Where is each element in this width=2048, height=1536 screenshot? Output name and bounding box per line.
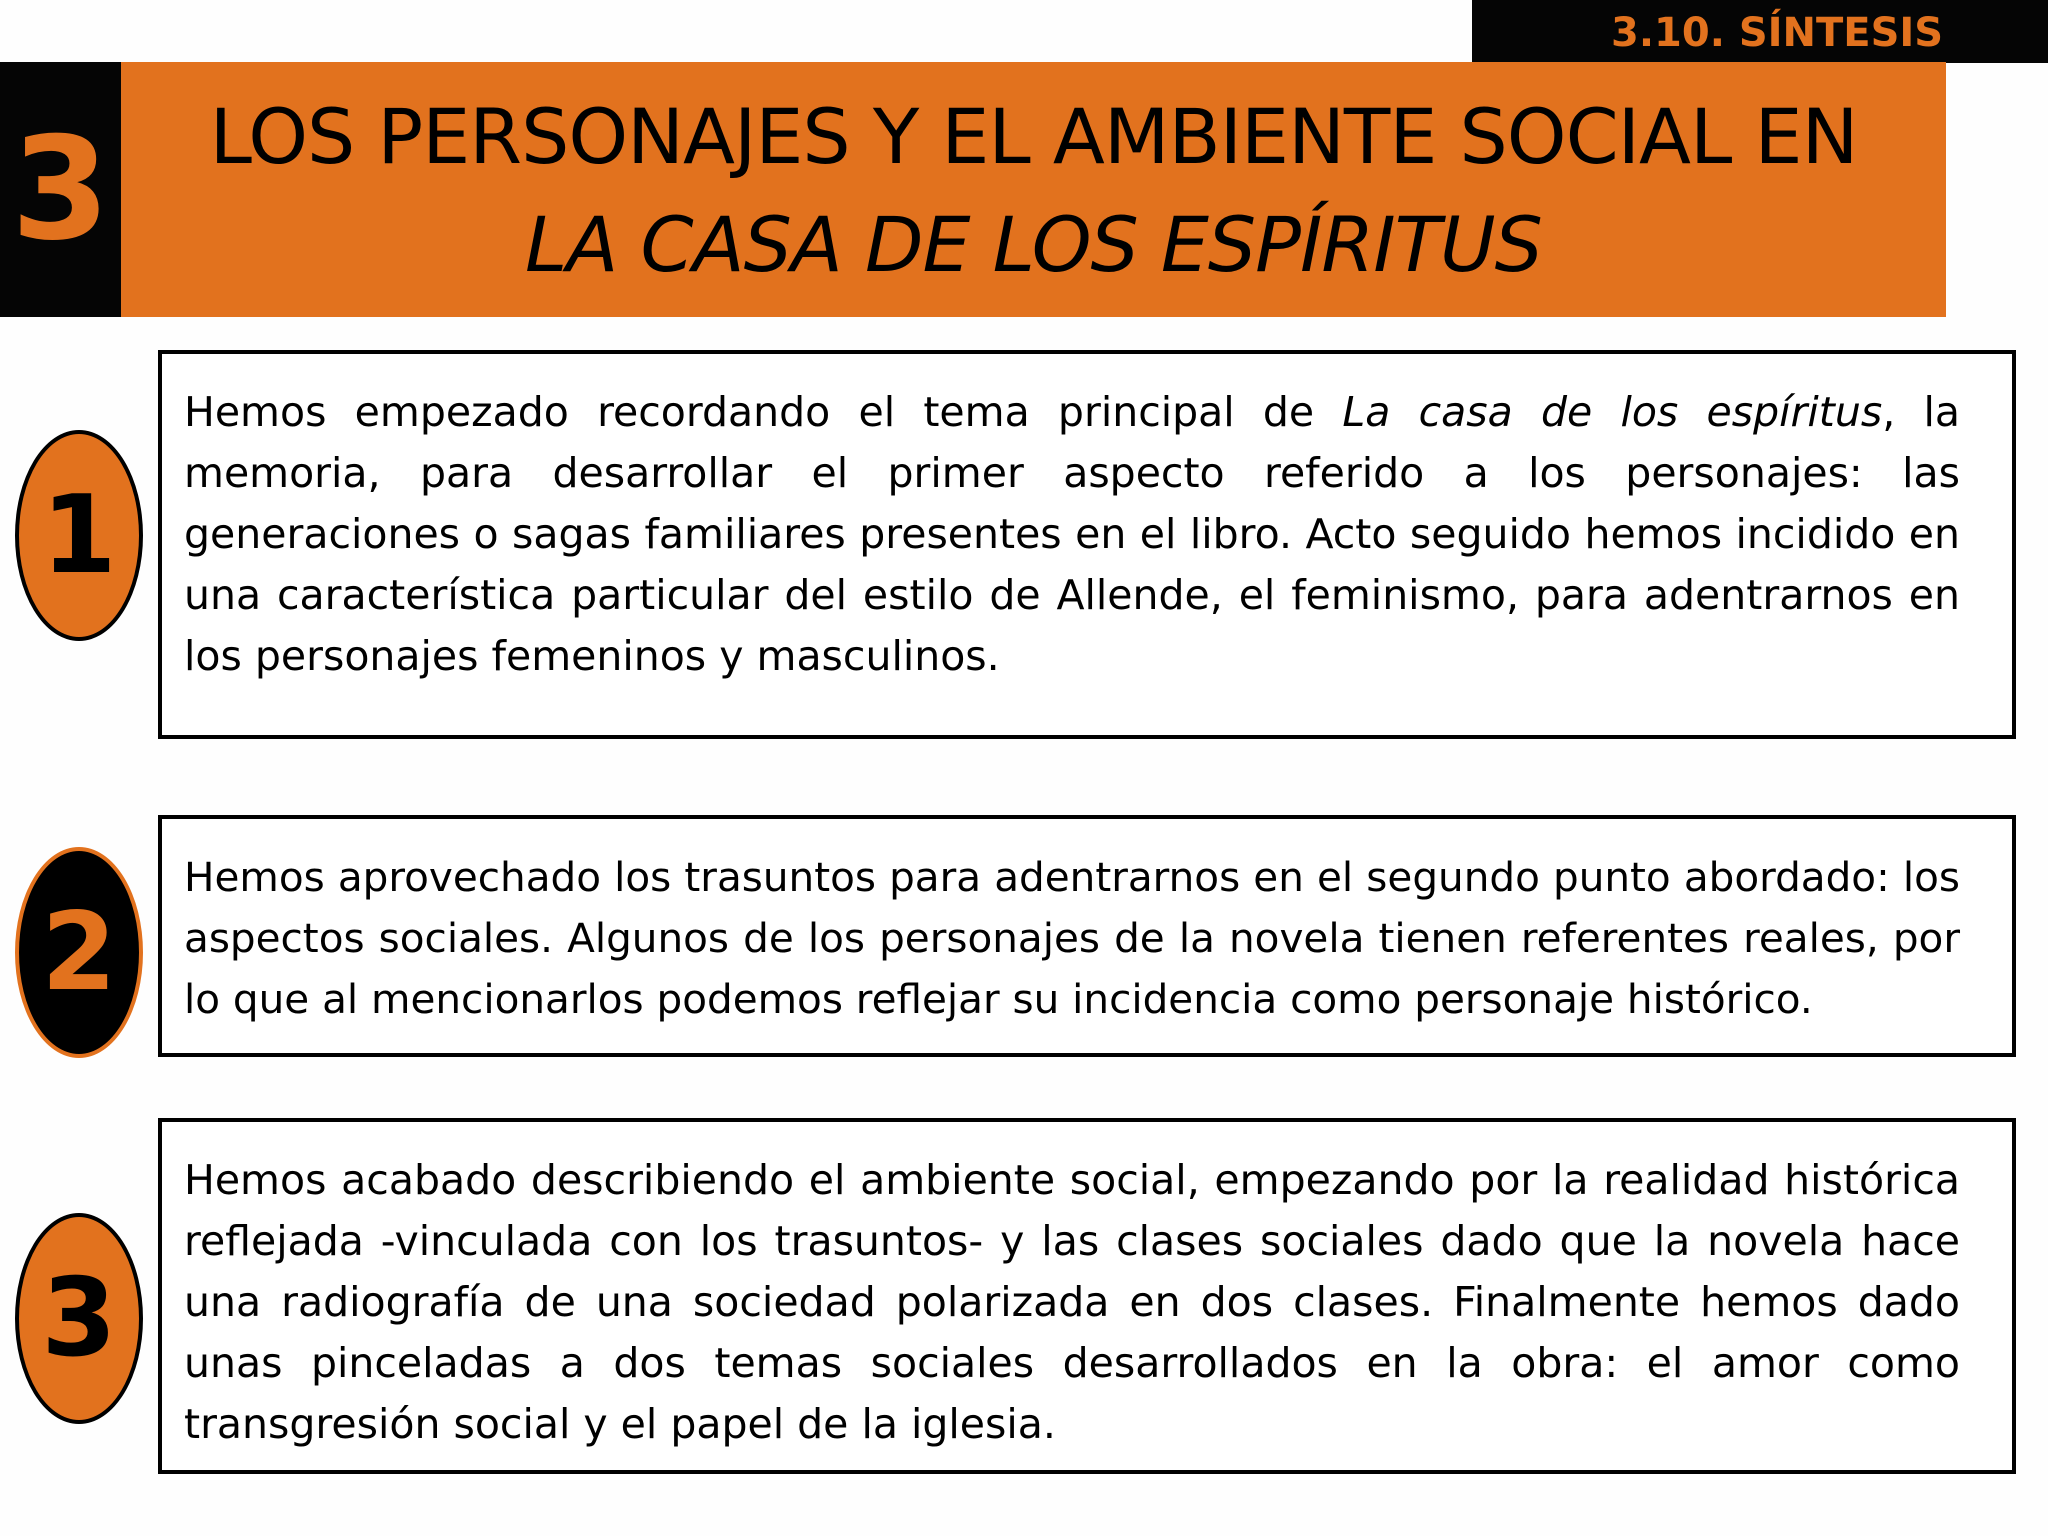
- summary-text-2: Hemos aprovechado los trasuntos para adentrarnos en el segundo punto abordado: los aspectos sociales. Algunos de los personajes de la novela tienen referentes reales, por lo que al mencionarlos podemos reflejar su incidencia como personaje histórico.: [184, 853, 1960, 1023]
- summary-box-3: [158, 1118, 2016, 1474]
- book-title-italic: La casa de los espíritus: [1342, 388, 1883, 436]
- page-title-line1: LOS PERSONAJES Y EL AMBIENTE SOCIAL EN: [209, 92, 1858, 181]
- summary-box-1: [158, 350, 2016, 739]
- summary-text-1: Hemos empezado recordando el tema principal de La casa de los espíritus, la memoria, para desarrollar el primer aspecto referido a los personajes: las generaciones o sagas familiares presentes en el libro. Acto seguido hemos incidido en una característica particular del estilo de Allende, el feminismo, para adentrarnos en los personajes femeninos y masculinos.: [184, 388, 1960, 680]
- point-badge-1: 1: [15, 430, 143, 641]
- page-title-line2: LA CASA DE LOS ESPÍRITUS: [525, 200, 1542, 289]
- section-tag: 3.10. SÍNTESIS: [1472, 0, 2048, 63]
- summary-box-2: [158, 815, 2016, 1057]
- summary-text-3: Hemos acabado describiendo el ambiente social, empezando por la realidad histórica reflejada -vinculada con los trasuntos- y las clases sociales dado que la novela hace una radiografía de una sociedad polarizada en dos clases. Finalmente hemos dado unas pinceladas a dos temas sociales desarrollados en la obra: el amor como transgresión social y el papel de la iglesia.: [184, 1156, 1960, 1448]
- chapter-number: 3: [11, 107, 110, 272]
- point-badge-3: 3: [15, 1213, 143, 1424]
- point-badge-2: 2: [15, 847, 143, 1058]
